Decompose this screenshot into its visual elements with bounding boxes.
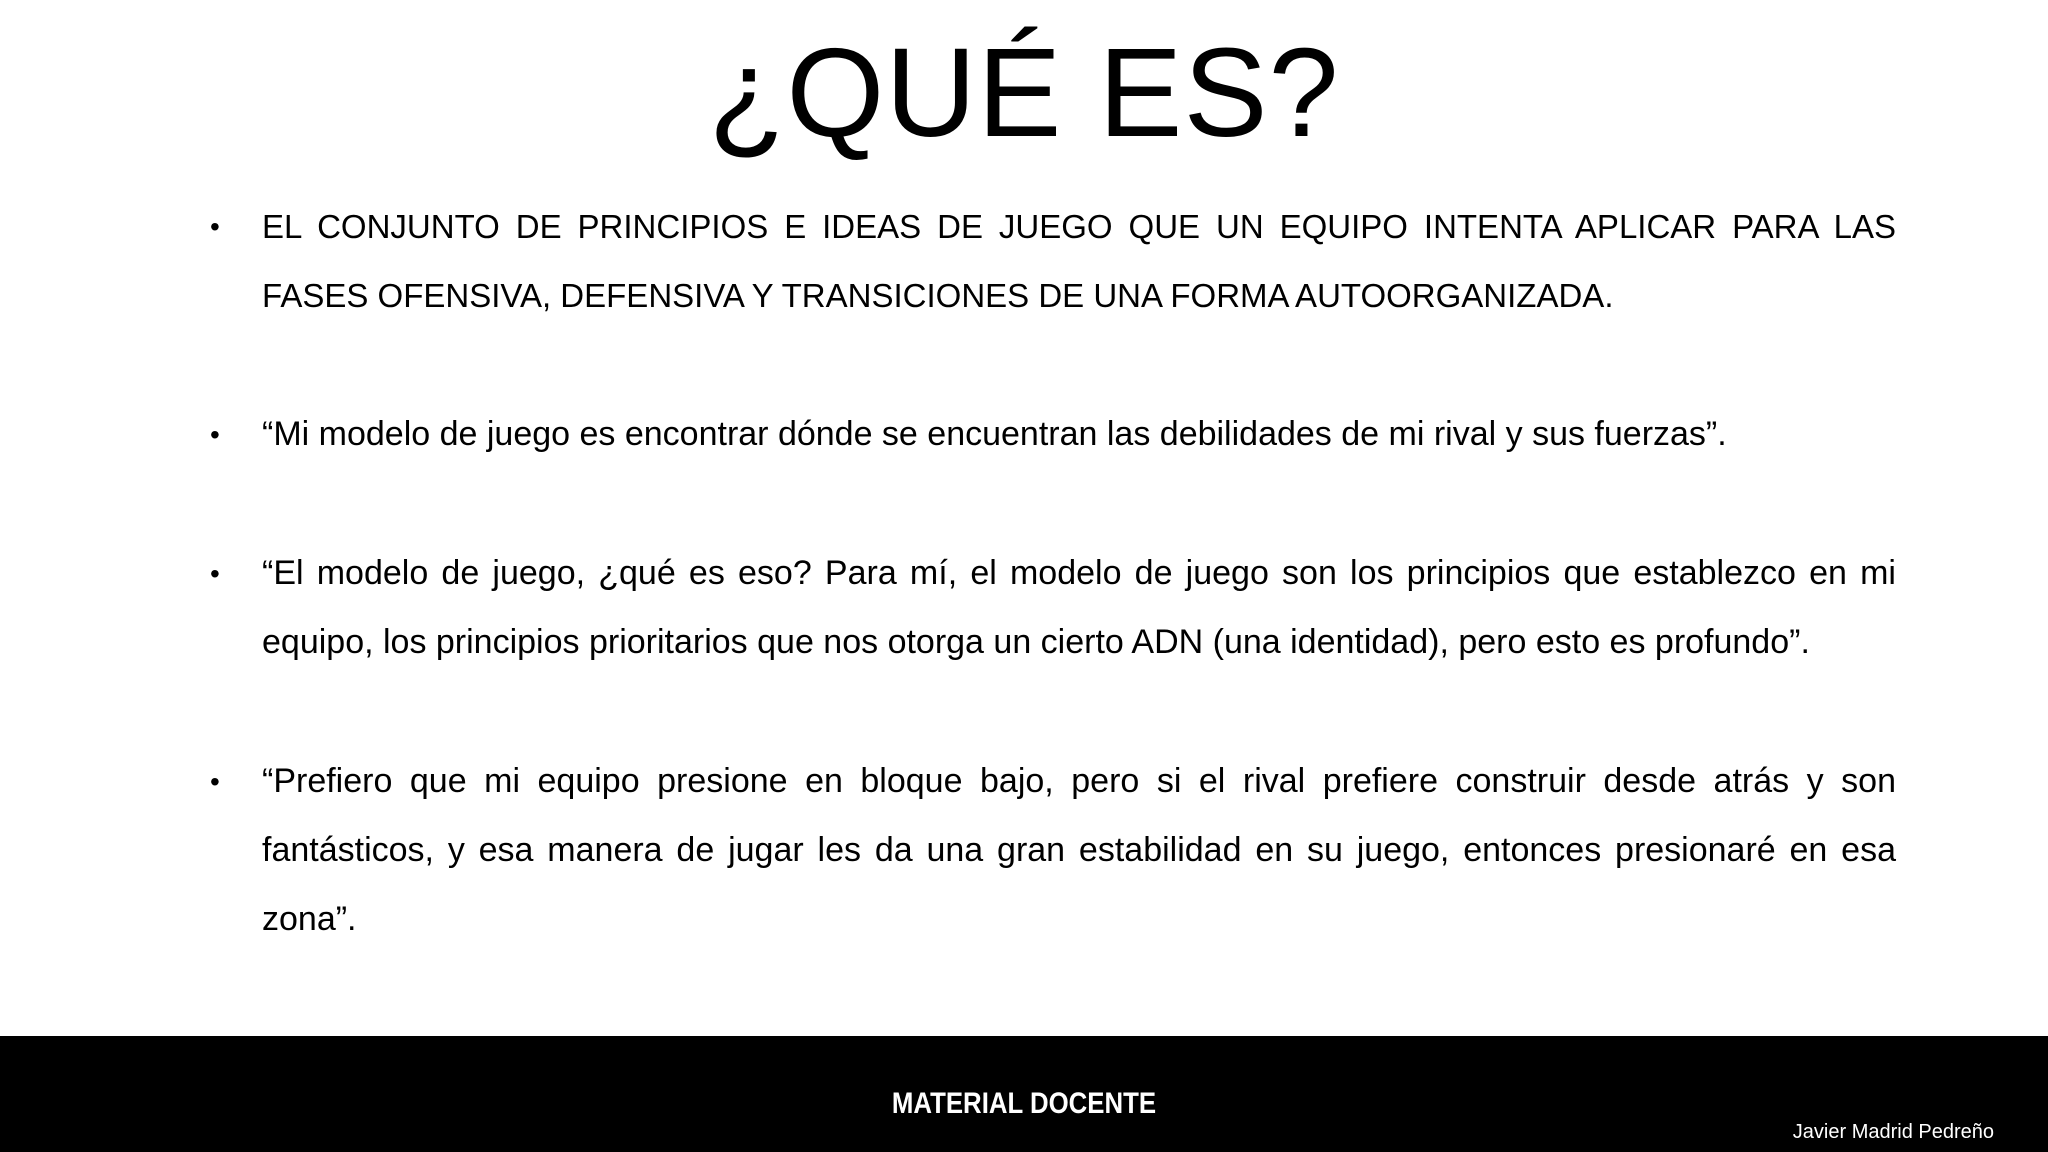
slide-title: ¿QUÉ ES? — [708, 22, 1340, 163]
bullet-text: “Prefiero que mi equipo presione en bloque bajo, pero si el rival prefiere construir desde atrás y son fantásticos, y esa manera de jugar les da una gran estabilidad en su juego, entonces presionaré en esa zona”. — [262, 762, 1896, 938]
bullet-item-quote-1 — [210, 400, 1896, 469]
bullet-item-quote-3 — [210, 747, 1896, 954]
bullet-marker: • — [210, 558, 220, 589]
bullet-text: “Mi modelo de juego es encontrar dónde se encuentran las debilidades de mi rival y sus fuerzas”. — [262, 415, 1727, 453]
bullet-list — [210, 192, 1896, 1024]
footer-bar — [0, 1036, 2048, 1152]
bullet-marker: • — [210, 419, 220, 450]
bullet-text: “El modelo de juego, ¿qué es eso? Para mí, el modelo de juego son los principios que establezco en mi equipo, los principios prioritarios que nos otorga un cierto ADN (una identidad), pero esto es profundo”. — [262, 554, 1896, 661]
bullet-item-definition — [210, 192, 1896, 330]
bullet-text: EL CONJUNTO DE PRINCIPIOS E IDEAS DE JUEGO QUE UN EQUIPO INTENTA APLICAR PARA LAS FASES OFENSIVA, DEFENSIVA Y TRANSICIONES DE UNA FORMA AUTOORGANIZADA. — [262, 208, 1896, 314]
bullet-marker: • — [210, 211, 220, 242]
footer-author: Javier Madrid Pedreño — [1792, 1121, 1994, 1143]
footer-label: MATERIAL DOCENTE — [891, 1087, 1157, 1120]
bullet-marker: • — [210, 766, 220, 797]
bullet-item-quote-2 — [210, 539, 1896, 677]
